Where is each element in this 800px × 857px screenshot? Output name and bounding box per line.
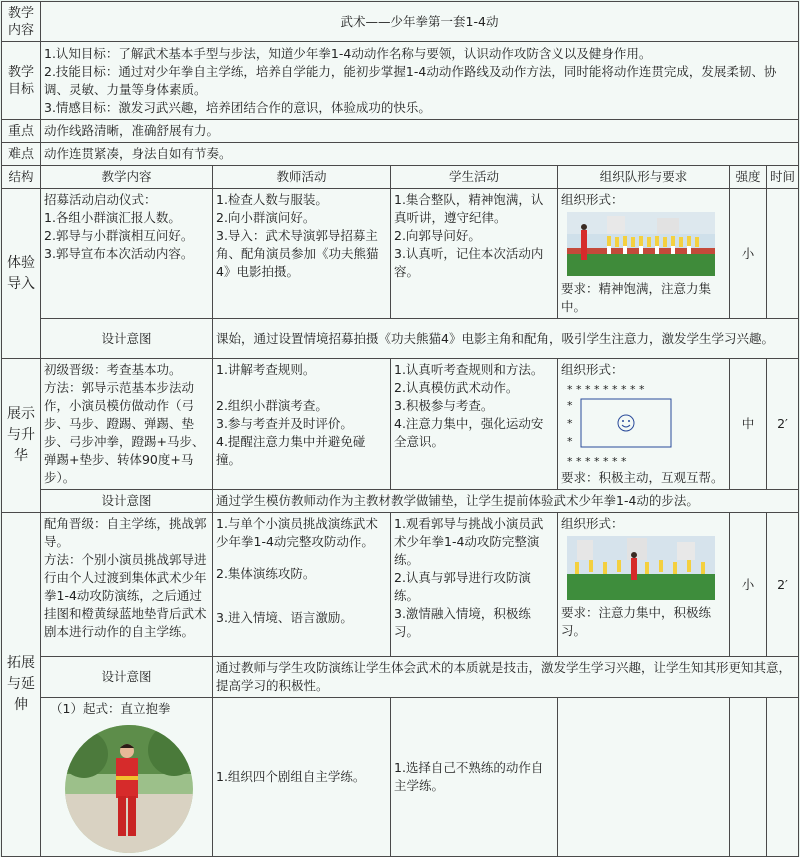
design-label: 设计意图 <box>41 319 213 359</box>
col-teacher: 教师活动 <box>213 166 391 189</box>
formation-photo-practice <box>567 536 715 600</box>
design-label: 设计意图 <box>41 490 213 513</box>
col-student: 学生活动 <box>391 166 558 189</box>
section-extend-student <box>391 513 558 657</box>
svg-text:*: * <box>567 399 573 412</box>
key-point-text: 动作线路清晰，准确舒展有力。 <box>41 120 799 143</box>
content-label: 教学内容 <box>2 2 41 42</box>
student-line: 2.向郭导问好。 <box>394 228 481 243</box>
teacher-line: 2.集体演练攻防。 <box>216 566 316 581</box>
section-intro-student <box>391 189 558 319</box>
content-line: 3.郭导宣布本次活动内容。 <box>44 246 194 261</box>
section-extend-teacher <box>213 513 391 657</box>
section-intro-content <box>41 189 213 319</box>
section-extend-extra-content <box>41 698 213 857</box>
col-time: 时间 <box>767 166 799 189</box>
content-line: 初级晋级：考查基本功。 <box>44 362 182 377</box>
teacher-line: 2.向小群演问好。 <box>216 210 316 225</box>
section-show-organization <box>558 359 730 490</box>
extra-organization <box>558 698 730 857</box>
goals-cell <box>41 42 799 120</box>
design-text: 通过教师与学生攻防演练让学生体会武术的本质就是技击，激发学生学习兴趣，让学生知其形更知其意，提高学习的积极性。 <box>213 657 799 698</box>
org-requirement: 要求：精神饱满，注意力集中。 <box>561 281 712 314</box>
goals-label: 教学目标 <box>2 42 41 120</box>
section-extend-content <box>41 513 213 657</box>
lesson-title: 武术——少年拳第一套1-4动 <box>41 2 799 42</box>
extra-student: 1.选择自己不熟练的动作自主学练。 <box>391 698 558 857</box>
teacher-line: 1.讲解考查规则。 <box>216 362 316 377</box>
col-organization: 组织队形与要求 <box>558 166 730 189</box>
formation-area <box>561 397 721 455</box>
student-line: 2.认真模仿武术动作。 <box>394 380 519 395</box>
student-line: 3.激情融入情境，积极练习。 <box>394 606 531 639</box>
formation-star-row-bottom: * * * * * * * <box>567 455 627 468</box>
content-line: 方法：个别小演员挑战郭导进行由个人过渡到集体武术少年拳1-4动攻防演练，之后通过挂图和橙黄绿蓝地垫背后武术剧本进行动作的自主学练。 <box>44 552 207 639</box>
content-line: 配角晋级：自主学练，挑战郭导。 <box>44 516 207 549</box>
teacher-line: 4.提醒注意力集中并避免碰撞。 <box>216 434 366 467</box>
org-title: 组织形式： <box>561 516 624 531</box>
student-line: 3.认真听，记住本次活动内容。 <box>394 246 544 279</box>
time-value: 2′ <box>767 513 799 657</box>
teacher-line: 2.组织小群演考查。 <box>216 398 328 413</box>
section-show-student <box>391 359 558 490</box>
student-line: 2.认真与郭导进行攻防演练。 <box>394 570 531 603</box>
svg-text:*: * <box>567 435 573 448</box>
teacher-line: 1.与单个小演员挑战演练武术少年拳1-4动完整攻防动作。 <box>216 516 378 549</box>
teacher-line: 3.参与考查并及时评价。 <box>216 416 353 431</box>
student-line: 4.注意力集中，强化运动安全意识。 <box>394 416 544 449</box>
extra-intensity <box>730 698 767 857</box>
col-content: 教学内容 <box>41 166 213 189</box>
performer-photo <box>64 724 194 854</box>
content-line: 招募活动启动仪式： <box>44 192 157 207</box>
section-show-content <box>41 359 213 490</box>
section-structure-extend: 拓展与延伸 <box>2 513 41 857</box>
org-requirement: 要求：注意力集中，积极练习。 <box>561 605 712 638</box>
section-show-teacher <box>213 359 391 490</box>
content-line: 1.各组小群演汇报人数。 <box>44 210 181 225</box>
org-title: 组织形式： <box>561 362 624 377</box>
formation-diagram <box>561 383 726 469</box>
intensity-value: 中 <box>730 359 767 490</box>
student-line: 1.认真听考查规则和方法。 <box>394 362 544 377</box>
difficulty-text: 动作连贯紧凑，身法自如有节奏。 <box>41 143 799 166</box>
formation-star-row-top: * * * * * * * * * <box>567 383 645 396</box>
goal-emotion: 3.情感目标：激发习武兴趣，培养团结合作的意识，体验成功的快乐。 <box>44 99 431 115</box>
teacher-line: 1.检查人数与服装。 <box>216 192 328 207</box>
teacher-line: 3.进入情境、语言激励。 <box>216 610 353 625</box>
col-structure: 结构 <box>2 166 41 189</box>
content-line: 方法：郭导示范基本步法动作，小演员模仿做动作（弓步、马步、蹬踢、弹踢、垫步、弓步冲拳，蹬踢+马步、弹踢+垫步、转体90度+马步）。 <box>44 380 205 485</box>
section-intro-teacher <box>213 189 391 319</box>
section-extend-organization <box>558 513 730 657</box>
intensity-value: 小 <box>730 513 767 657</box>
design-text: 通过学生模仿教师动作为主教材教学做铺垫，让学生提前体验武术少年拳1-4动的步法。 <box>213 490 799 513</box>
time-value <box>767 189 799 319</box>
lesson-plan-table <box>1 1 799 857</box>
section-structure-intro: 体验导入 <box>2 189 41 359</box>
teacher-line: 3.导入：武术导演郭导招募主角、配角演员参加《功夫熊猫4》电影拍摄。 <box>216 228 379 279</box>
student-line: 1.观看郭导与挑战小演员武术少年拳1-4动攻防完整演练。 <box>394 516 544 567</box>
org-title: 组织形式： <box>561 192 624 207</box>
section-intro-organization <box>558 189 730 319</box>
move-title: （1）起式：直立抱拳 <box>50 701 171 716</box>
col-intensity: 强度 <box>730 166 767 189</box>
design-text: 课始，通过设置情境招募拍摄《功夫熊猫4》电影主角和配角，吸引学生注意力，激发学生学习兴趣。 <box>213 319 799 359</box>
content-line: 2.郭导与小群演相互问好。 <box>44 228 194 243</box>
student-line: 3.积极参与考查。 <box>394 398 494 413</box>
extra-time <box>767 698 799 857</box>
section-structure-show: 展示与升华 <box>2 359 41 513</box>
key-point-label: 重点 <box>2 120 41 143</box>
difficulty-label: 难点 <box>2 143 41 166</box>
goal-cognitive: 1.认知目标：了解武术基本手型与步法，知道少年拳1-4动动作名称与要领，认识动作攻防含义以及健身作用。 <box>44 45 652 61</box>
time-value: 2′ <box>767 359 799 490</box>
org-requirement: 要求：积极主动，互观互帮。 <box>561 470 724 485</box>
formation-photo-lineup <box>567 212 715 276</box>
student-line: 1.集合整队，精神饱满，认真听讲，遵守纪律。 <box>394 192 544 225</box>
extra-teacher: 1.组织四个剧组自主学练。 <box>213 698 391 857</box>
goal-skill: 2.技能目标：通过对少年拳自主学练，培养自学能力，能初步掌握1-4动动作路线及动作方法，同时能将动作连贯完成，发展柔韧、协调、灵敏、力量等身体素质。 <box>44 63 777 97</box>
design-label: 设计意图 <box>41 657 213 698</box>
intensity-value: 小 <box>730 189 767 319</box>
svg-text:*: * <box>567 417 573 430</box>
